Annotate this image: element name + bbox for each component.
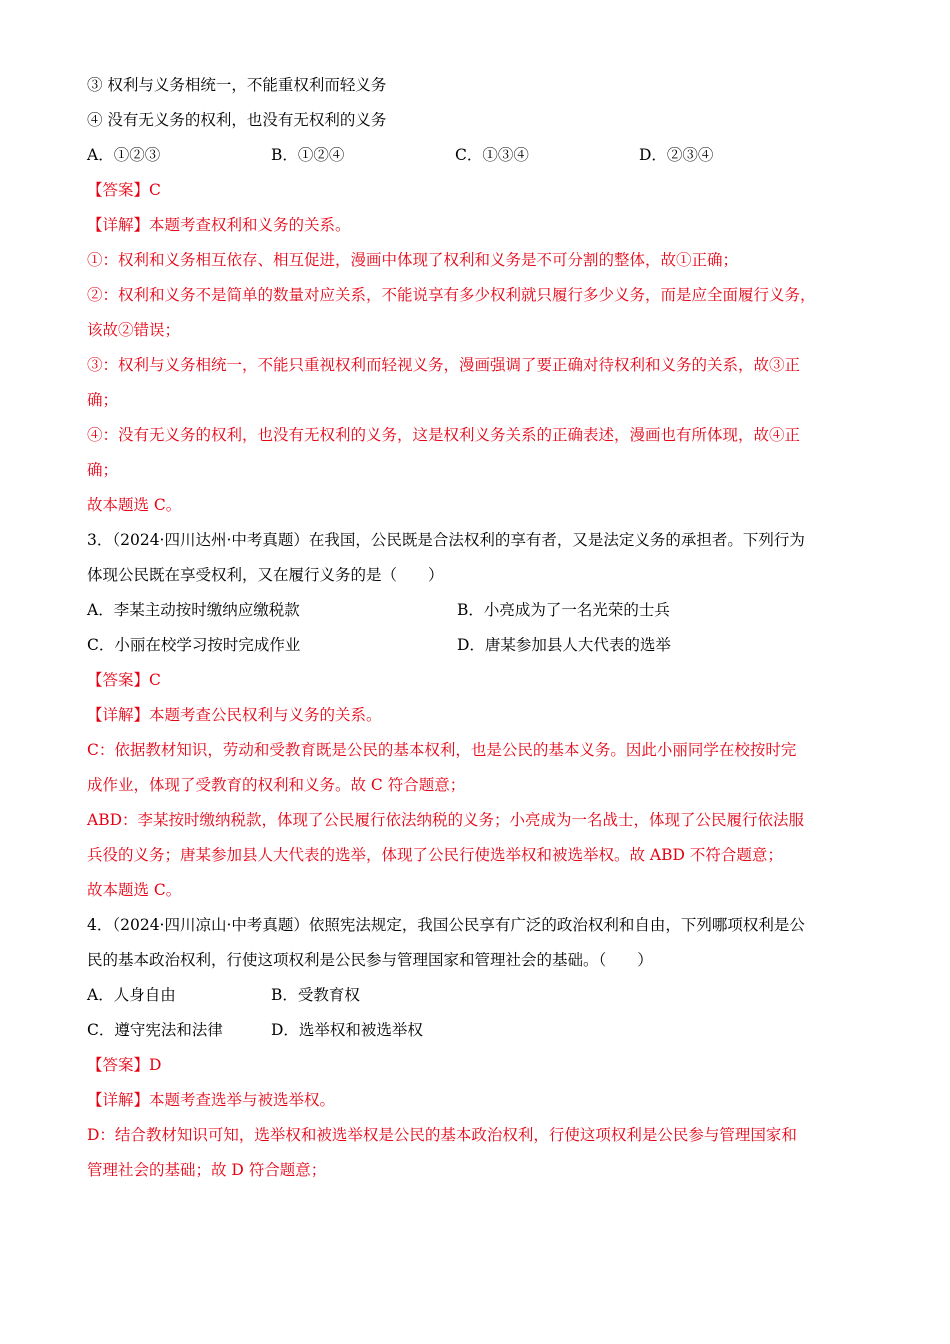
q4-explanation-d1: D：结合教材知识可知，选举权和被选举权是公民的基本政治权利，行使这项权利是公民参与管理国家和 (87, 1126, 797, 1144)
q3-options-row-2 (87, 630, 867, 665)
q2-explanation-3b: 确； (87, 391, 119, 409)
q2-explanation-1: ①：权利和义务相互依存、相互促进，漫画中体现了权利和义务是不可分割的整体，故①正确； (87, 251, 739, 269)
q3-answer: 【答案】C (87, 671, 161, 689)
q2-explanation-4b: 确； (87, 461, 119, 479)
q2-explanation-3a: ③：权利与义务相统一，不能只重视权利而轻视义务，漫画强调了要正确对待权利和义务的关系，故③正 (87, 356, 801, 374)
q4-option-a: A．人身自由 (87, 986, 176, 1004)
q3-option-c: C．小丽在校学习按时完成作业 (87, 636, 301, 654)
q3-explanation-c2: 成作业，体现了受教育的权利和义务。故 C 符合题意； (87, 776, 466, 794)
q2-explanation-2b: 该故②错误； (87, 321, 181, 339)
q4-option-c: C．遵守宪法和法律 (87, 1021, 223, 1039)
q4-explanation-d2: 管理社会的基础；故 D 符合题意； (87, 1161, 327, 1179)
q3-stem-2: 体现公民既在享受权利，又在履行义务的是（ ） (87, 566, 444, 584)
q3-explanation-abd1: ABD：李某按时缴纳税款，体现了公民履行依法纳税的义务；小亮成为一名战士，体现了公民履行依法服 (87, 811, 805, 829)
q2-explanation-2a: ②：权利和义务不是简单的数量对应关系，不能说享有多少权利就只履行多少义务，而是应全面履行义务， (87, 286, 816, 304)
q2-answer: 【答案】C (87, 181, 161, 199)
q4-options-row-2 (87, 1015, 867, 1050)
statement-4: ④ 没有无义务的权利，也没有无权利的义务 (87, 111, 387, 129)
q4-options-row-1 (87, 980, 867, 1015)
q2-option-c: C．①③④ (455, 146, 529, 164)
q4-option-d: D．选举权和被选举权 (271, 1021, 423, 1039)
q2-options (87, 140, 867, 175)
q3-explanation-abd2: 兵役的义务；唐某参加县人大代表的选举，体现了公民行使选举权和被选举权。故 ABD 不符合题意； (87, 846, 783, 864)
q3-explanation-c1: C：依据教材知识，劳动和受教育既是公民的基本权利，也是公民的基本义务。因此小丽同学在校按时完 (87, 741, 797, 759)
q2-option-b: B．①②④ (271, 146, 345, 164)
q3-option-a: A．李某主动按时缴纳应缴税款 (87, 601, 300, 619)
statement-3: ③ 权利与义务相统一，不能重权利而轻义务 (87, 76, 387, 94)
q2-explanation-4a: ④：没有无义务的权利，也没有无权利的义务，这是权利义务关系的正确表述，漫画也有所体现，故④正 (87, 426, 801, 444)
q4-option-b: B．受教育权 (271, 986, 360, 1004)
q4-detail: 【详解】本题考查选举与被选举权。 (87, 1091, 336, 1109)
q3-option-b: B．小亮成为了一名光荣的士兵 (457, 601, 670, 619)
q2-option-d: D．②③④ (639, 146, 714, 164)
q2-detail: 【详解】本题考查权利和义务的关系。 (87, 216, 351, 234)
q3-options-row-1 (87, 595, 867, 630)
q2-option-a: A．①②③ (87, 146, 161, 164)
document-page (87, 70, 867, 1190)
q3-detail: 【详解】本题考查公民权利与义务的关系。 (87, 706, 382, 724)
q4-answer: 【答案】D (87, 1056, 162, 1074)
q4-stem-2: 民的基本政治权利，行使这项权利是公民参与管理国家和管理社会的基础。（ ） (87, 951, 653, 969)
q3-conclusion: 故本题选 C。 (87, 881, 182, 899)
q3-stem-1: 3．（2024·四川达州·中考真题）在我国，公民既是合法权利的享有者，又是法定义务的承担者。下列行为 (87, 531, 805, 549)
q4-stem-1: 4．（2024·四川凉山·中考真题）依照宪法规定，我国公民享有广泛的政治权利和自由，下列哪项权利是公 (87, 916, 805, 934)
q2-conclusion: 故本题选 C。 (87, 496, 182, 514)
q3-option-d: D．唐某参加县人大代表的选举 (457, 636, 671, 654)
